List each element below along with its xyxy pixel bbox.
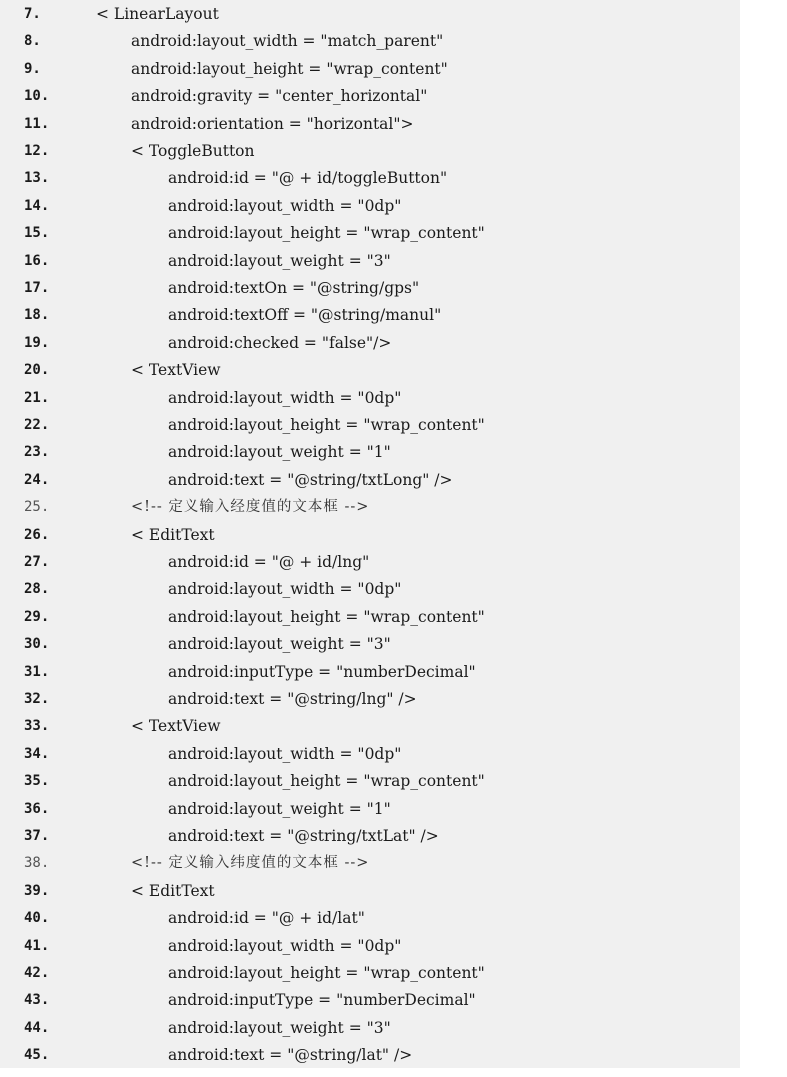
code-text: android:orientation = "horizontal"> <box>131 114 414 133</box>
code-line <box>0 659 740 686</box>
line-number: 17. <box>24 280 50 296</box>
line-number: 11. <box>24 115 50 132</box>
code-line <box>0 302 740 329</box>
code-text: android:layout_width = "0dp" <box>168 196 402 215</box>
code-text: android:layout_weight = "1" <box>168 443 391 462</box>
code-line <box>0 878 740 905</box>
code-text: < TextView <box>131 717 221 736</box>
line-number: 10. <box>24 88 50 105</box>
code-line <box>0 248 740 275</box>
code-line <box>0 220 740 247</box>
code-line <box>0 549 740 576</box>
code-text: < ToggleButton <box>131 142 255 160</box>
code-line <box>0 165 740 192</box>
line-number: 29. <box>24 608 50 625</box>
line-number: 44. <box>24 1019 50 1036</box>
code-text: android:textOn = "@string/gps" <box>168 279 420 297</box>
code-text: < LinearLayout <box>96 5 219 23</box>
code-line <box>0 796 740 823</box>
line-number: 13. <box>24 170 50 187</box>
code-line <box>0 768 740 795</box>
code-line <box>0 823 740 850</box>
line-number: 32. <box>24 691 50 707</box>
code-line <box>0 138 740 165</box>
code-line <box>0 905 740 932</box>
code-text: android:gravity = "center_horizontal" <box>131 87 428 106</box>
line-number: 43. <box>24 992 50 1009</box>
line-number: 20. <box>24 362 50 379</box>
code-line <box>0 83 740 110</box>
line-number: 28. <box>24 581 50 598</box>
code-text: android:inputType = "numberDecimal" <box>168 662 476 681</box>
code-text: android:layout_width = "0dp" <box>168 744 402 763</box>
line-number: 26. <box>24 526 50 543</box>
code-comment-line <box>0 494 740 521</box>
code-line <box>0 987 740 1014</box>
code-line <box>0 56 740 83</box>
line-number: 40. <box>24 910 50 927</box>
code-text: android:layout_width = "0dp" <box>168 936 402 955</box>
code-text: android:layout_height = "wrap_content" <box>168 772 485 791</box>
code-line <box>0 357 740 384</box>
code-text: < TextView <box>131 361 221 380</box>
comment-text: <!-- 定义输入纬度值的文本框 --> <box>131 855 370 872</box>
code-text: android:text = "@string/lng" /> <box>168 690 417 708</box>
code-text: android:id = "@ + id/lat" <box>168 909 365 928</box>
line-number: 39. <box>24 882 50 899</box>
code-line <box>0 576 740 603</box>
line-number: 30. <box>24 636 50 653</box>
line-number: 42. <box>24 965 50 981</box>
line-number: 31. <box>24 663 50 680</box>
code-line <box>0 439 740 466</box>
code-line <box>0 960 740 987</box>
line-number: 41. <box>24 937 50 954</box>
line-number: 37. <box>24 828 50 844</box>
code-text: android:layout_width = "0dp" <box>168 580 402 599</box>
code-text: android:textOff = "@string/manul" <box>168 306 442 325</box>
code-line <box>0 412 740 439</box>
code-text: android:layout_height = "wrap_content" <box>168 964 485 982</box>
code-line <box>0 193 740 220</box>
code-line <box>0 385 740 412</box>
line-number: 34. <box>24 745 50 762</box>
code-text: android:checked = "false"/> <box>168 333 392 352</box>
code-text: android:text = "@string/txtLong" /> <box>168 470 453 489</box>
code-text: android:layout_height = "wrap_content" <box>131 59 448 78</box>
code-line <box>0 522 740 549</box>
line-number: 45. <box>24 1047 50 1064</box>
line-number: 35. <box>24 773 50 790</box>
line-number: 8. <box>24 33 41 50</box>
code-text: android:inputType = "numberDecimal" <box>168 991 476 1010</box>
code-text: android:layout_width = "0dp" <box>168 388 402 407</box>
line-number: 15. <box>24 225 50 242</box>
comment-text: <!-- 定义输入经度值的文本框 --> <box>131 499 370 516</box>
code-text: < EditText <box>131 525 215 544</box>
code-text: android:layout_weight = "3" <box>168 635 391 654</box>
line-number: 12. <box>24 143 50 159</box>
code-line <box>0 330 740 357</box>
code-line <box>0 933 740 960</box>
line-number: 22. <box>24 417 50 433</box>
line-number: 9. <box>24 60 41 77</box>
line-number: 14. <box>24 197 50 214</box>
line-number: 23. <box>24 444 50 461</box>
code-line <box>0 467 740 494</box>
code-line <box>0 741 740 768</box>
code-line <box>0 275 740 302</box>
line-number: 18. <box>24 307 50 324</box>
code-line <box>0 604 740 631</box>
code-text: < EditText <box>131 881 215 900</box>
code-text: android:layout_height = "wrap_content" <box>168 224 485 243</box>
code-text: android:text = "@string/txtLat" /> <box>168 827 439 845</box>
code-line <box>0 28 740 55</box>
code-text: android:layout_weight = "1" <box>168 799 391 818</box>
code-text: android:id = "@ + id/toggleButton" <box>168 169 448 188</box>
code-text: android:layout_width = "match_parent" <box>131 32 444 51</box>
code-line <box>0 686 740 713</box>
code-text: android:layout_height = "wrap_content" <box>168 607 485 626</box>
line-number: 16. <box>24 252 50 269</box>
line-number: 19. <box>24 334 50 351</box>
code-line <box>0 713 740 740</box>
code-line <box>0 631 740 658</box>
code-text: android:layout_weight = "3" <box>168 1018 391 1037</box>
code-comment-line <box>0 850 740 877</box>
code-text: android:text = "@string/lat" /> <box>168 1046 413 1065</box>
line-number: 21. <box>24 389 50 406</box>
code-line <box>0 111 740 138</box>
code-text: android:layout_height = "wrap_content" <box>168 416 485 434</box>
line-number: 38. <box>24 855 50 872</box>
code-line <box>0 1042 740 1069</box>
line-number: 33. <box>24 718 50 735</box>
line-number: 24. <box>24 471 50 488</box>
code-line <box>0 1 740 28</box>
line-number: 7. <box>24 6 41 22</box>
line-number: 27. <box>24 554 50 570</box>
code-line <box>0 1015 740 1042</box>
code-text: android:layout_weight = "3" <box>168 251 391 270</box>
line-number: 25. <box>24 499 50 516</box>
code-text: android:id = "@ + id/lng" <box>168 553 370 571</box>
line-number: 36. <box>24 800 50 817</box>
